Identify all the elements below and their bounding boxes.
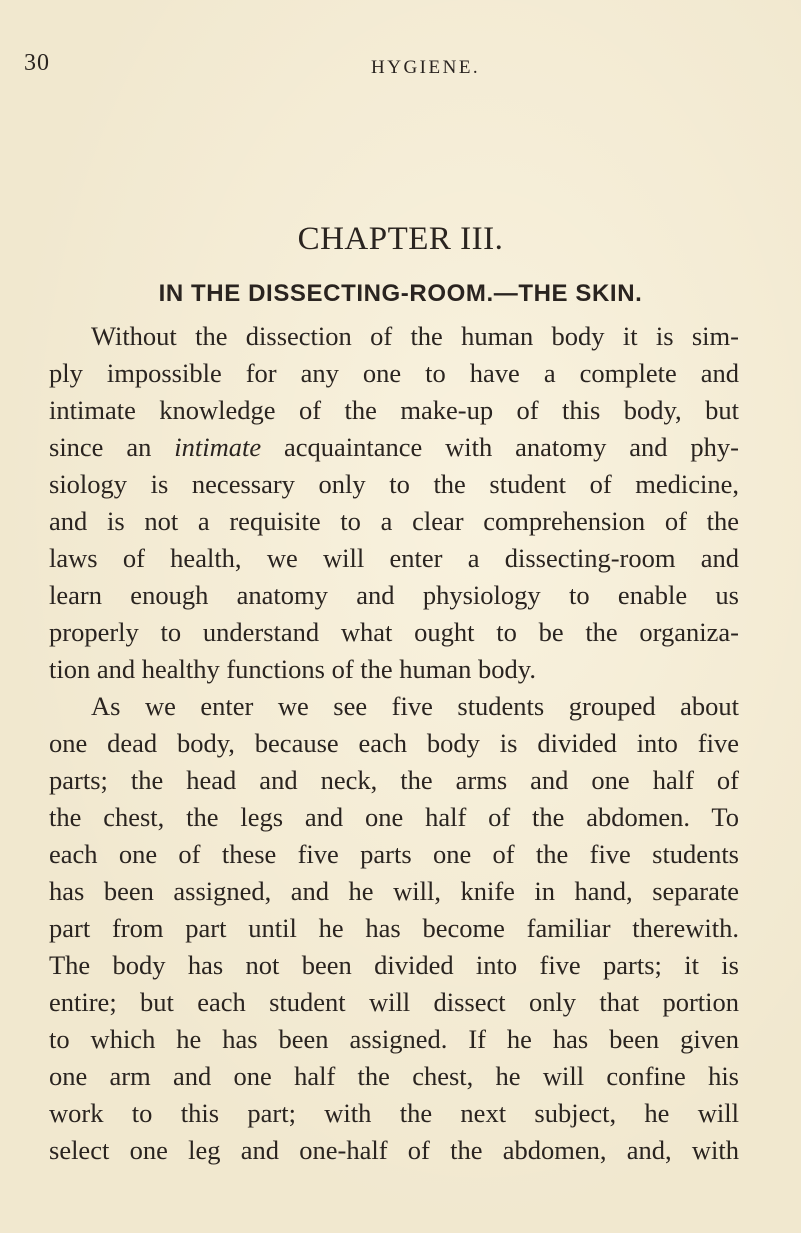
text-line: Without the dissection of the human body it is sim- (91, 321, 739, 351)
text-line: each one of these five parts one of the five students (49, 839, 739, 869)
chapter-title: CHAPTER III. (297, 221, 504, 257)
emphasized-word: intimate (174, 432, 262, 462)
text-line: The body has not been divided into five parts; it is (49, 950, 739, 980)
text-segment: acquaintance with anatomy and phy- (283, 432, 740, 462)
text-line: one dead body, because each body is divided into five (49, 728, 739, 758)
text-line: parts; the head and neck, the arms and one half of (49, 765, 739, 795)
page-number: 30 (24, 50, 50, 76)
text-line: intimate knowledge of the make-up of this body, but (49, 395, 739, 425)
running-head: HYGIENE. (371, 57, 481, 78)
text-line: one arm and one half the chest, he will confine his (49, 1061, 739, 1091)
text-line: work to this part; with the next subject, he will (49, 1098, 739, 1128)
chapter-subtitle: IN THE DISSECTING-ROOM.—THE SKIN. (158, 280, 643, 307)
text-line: ply impossible for any one to have a complete and (49, 358, 739, 388)
text-line: has been assigned, and he will, knife in hand, separate (49, 876, 739, 906)
text-line (49, 429, 739, 466)
text-segment: since an (49, 432, 152, 462)
text-line: select one leg and one-half of the abdomen, and, with (49, 1135, 739, 1165)
text-line: part from part until he has become familiar therewith. (49, 913, 739, 943)
text-line: to which he has been assigned. If he has been given (49, 1024, 739, 1054)
text-line: siology is necessary only to the student of medicine, (49, 469, 739, 499)
text-line: learn enough anatomy and physiology to enable us (49, 580, 739, 610)
text-line: properly to understand what ought to be the organiza- (49, 617, 739, 647)
text-line: and is not a requisite to a clear comprehension of the (49, 506, 739, 536)
text-line: tion and healthy functions of the human body. (49, 654, 536, 684)
text-line: laws of health, we will enter a dissecting-room and (49, 543, 739, 573)
text-line: the chest, the legs and one half of the abdomen. To (49, 802, 739, 832)
text-line: As we enter we see five students grouped about (91, 691, 739, 721)
text-line: entire; but each student will dissect only that portion (49, 987, 739, 1017)
